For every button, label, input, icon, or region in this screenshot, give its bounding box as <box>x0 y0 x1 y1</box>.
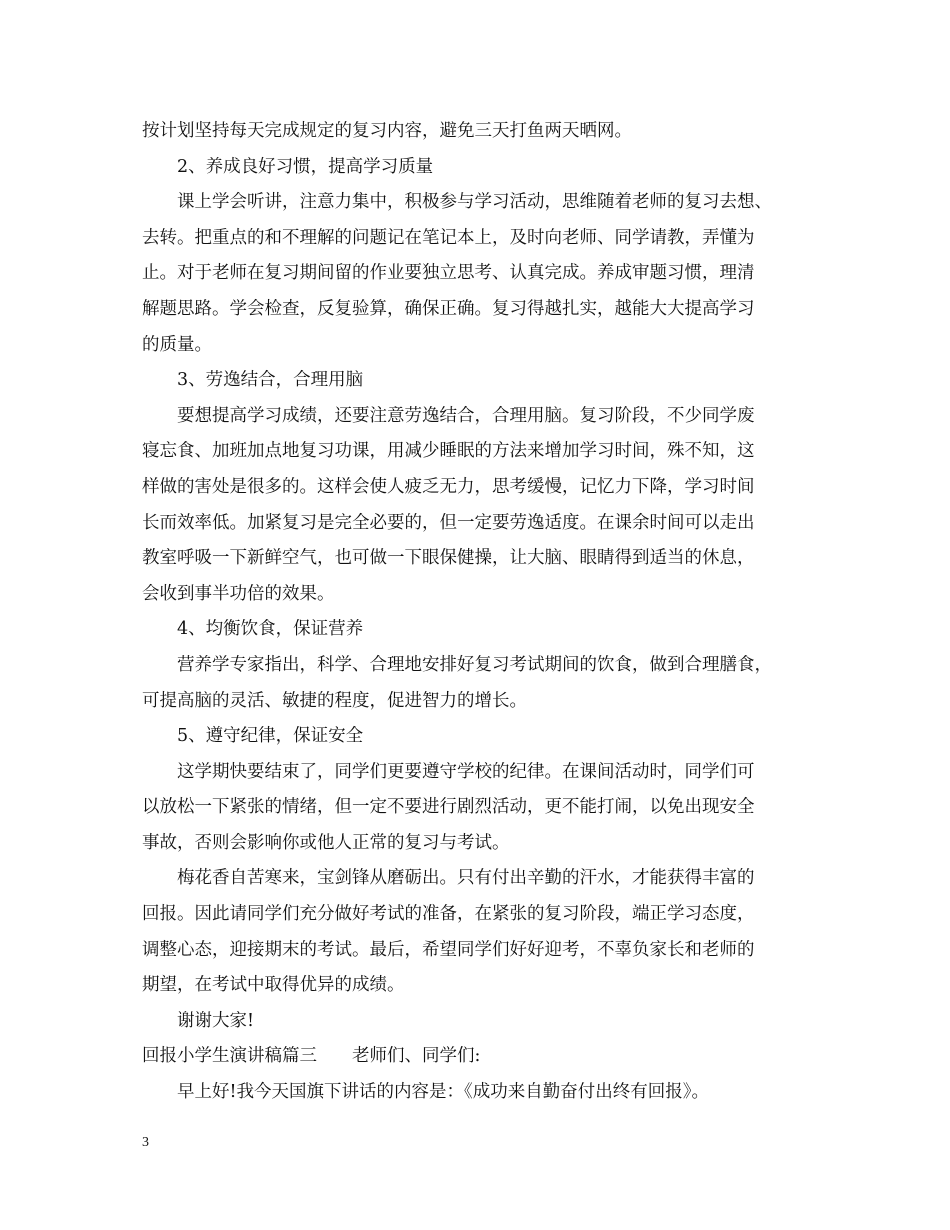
paragraph-line: 长而效率低。加紧复习是完全必要的，但一定要劳逸适度。在课余时间可以走出 <box>142 512 755 533</box>
paragraph-line: 事故，否则会影响你或他人正常的复习与考试。 <box>142 832 510 853</box>
section-heading: 5、遵守纪律，保证安全 <box>177 726 364 747</box>
section-heading: 2、养成良好习惯，提高学习质量 <box>177 156 434 177</box>
paragraph-line: 早上好!我今天国旗下讲话的内容是：《成功来自勤奋付出终有回报》。 <box>177 1082 710 1103</box>
paragraph-line: 梅花香自苦寒来，宝剑锋从磨砺出。只有付出辛勤的汗水，才能获得丰富的 <box>177 868 755 889</box>
paragraph-line: 课上学会听讲，注意力集中，积极参与学习活动，思维随着老师的复习去想、 <box>177 192 772 213</box>
section-heading: 4、均衡饮食，保证营养 <box>177 619 364 640</box>
paragraph-line: 可提高脑的灵活、敏捷的程度，促进智力的增长。 <box>142 690 527 711</box>
paragraph-line: 的质量。 <box>142 334 212 355</box>
paragraph-line: 解题思路。学会检查，反复验算，确保正确。复习得越扎实，越能大大提高学习 <box>142 298 755 319</box>
paragraph-line: 营养学专家指出，科学、合理地安排好复习考试期间的饮食，做到合理膳食， <box>177 654 772 675</box>
paragraph-line: 以放松一下紧张的情绪，但一定不要进行剧烈活动，更不能打闹，以免出现安全 <box>142 797 755 818</box>
paragraph-line: 期望，在考试中取得优异的成绩。 <box>142 975 405 996</box>
paragraph-line: 这学期快要结束了，同学们更要遵守学校的纪律。在课间活动时，同学们可 <box>177 761 755 782</box>
paragraph-line: 止。对于老师在复习期间留的作业要独立思考、认真完成。养成审题习惯，理清 <box>142 263 755 284</box>
paragraph-line: 回报。因此请同学们充分做好考试的准备，在紧张的复习阶段，端正学习态度， <box>142 904 755 925</box>
paragraph-line: 按计划坚持每天完成规定的复习内容，避免三天打鱼两天晒网。 <box>142 121 632 141</box>
page-number: 3 <box>142 1135 149 1150</box>
closing-line: 谢谢大家! <box>177 1010 255 1031</box>
paragraph-line: 会收到事半功倍的效果。 <box>142 583 335 604</box>
paragraph-line: 样做的害处是很多的。这样会使人疲乏无力，思考缓慢，记忆力下降，学习时间 <box>142 476 755 497</box>
section-heading: 3、劳逸结合，合理用脑 <box>177 370 364 391</box>
paragraph-line: 要想提高学习成绩，还要注意劳逸结合，合理用脑。复习阶段，不少同学废 <box>177 405 755 426</box>
paragraph-line: 去转。把重点的和不理解的问题记在笔记本上，及时向老师、同学请教，弄懂为 <box>142 227 755 248</box>
paragraph-line: 寝忘食、加班加点地复习功课，用减少睡眠的方法来增加学习时间，殊不知，这 <box>142 441 755 462</box>
body-text <box>142 114 827 1111</box>
speech-title-line: 回报小学生演讲稿篇三 老师们、同学们: <box>142 1046 481 1067</box>
paragraph-line: 教室呼吸一下新鲜空气，也可做一下眼保健操，让大脑、眼睛得到适当的休息， <box>142 548 755 569</box>
paragraph-line: 调整心态，迎接期末的考试。最后，希望同学们好好迎考，不辜负家长和老师的 <box>142 939 755 960</box>
